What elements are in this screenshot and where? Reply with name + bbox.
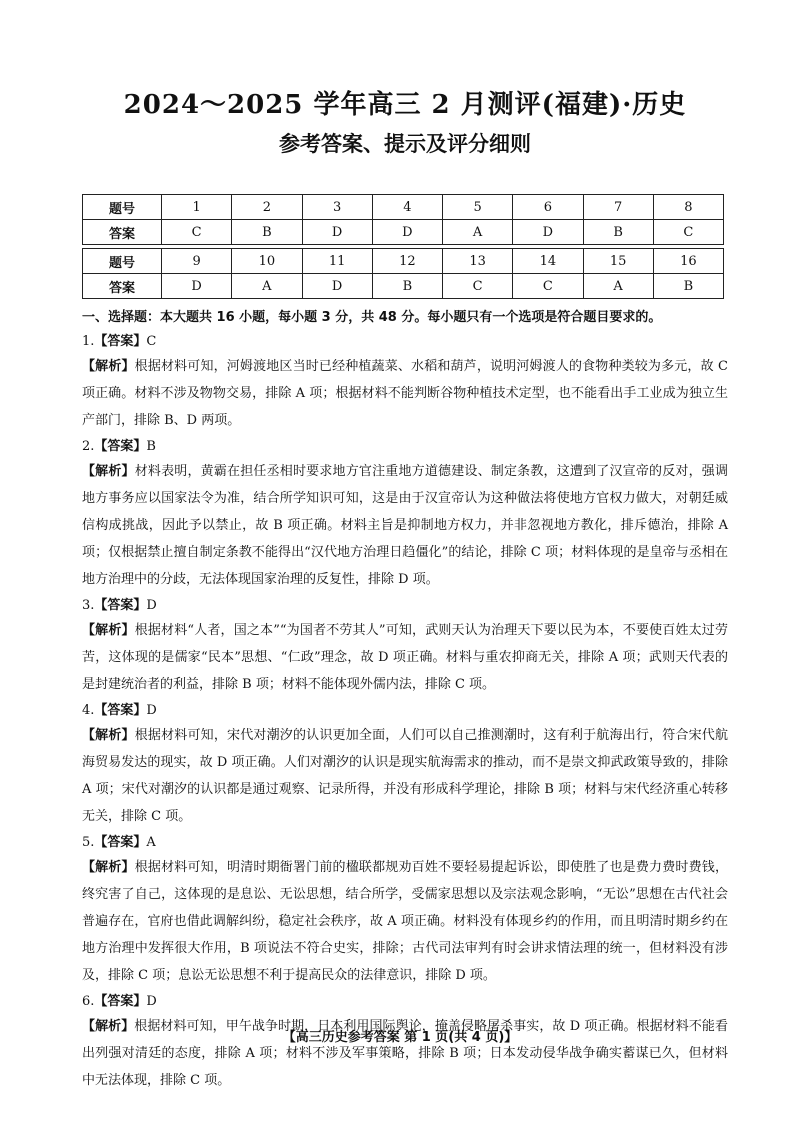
answer-value: A: [146, 835, 156, 850]
table-cell: 15: [583, 249, 653, 274]
section-heading: 一、选择题：本大题共 16 小题，每小题 3 分，共 48 分。每小题只有一个选项是符合题目要求的。: [82, 310, 662, 325]
table-cell: B: [372, 274, 442, 299]
table-cell: 2: [232, 195, 302, 220]
table-cell: 6: [513, 195, 583, 220]
table-cell: 3: [302, 195, 372, 220]
table-cell: 4: [372, 195, 442, 220]
table-cell: C: [443, 274, 513, 299]
answer-tag: 【答案】: [94, 703, 147, 718]
question-number: 1.: [82, 334, 95, 349]
table-header-cell: 题号: [83, 249, 162, 274]
explanation-tag: 【解析】: [82, 464, 135, 479]
table-cell: 10: [232, 249, 302, 274]
explanation-tag: 【解析】: [82, 728, 135, 743]
answer-value: D: [146, 703, 157, 718]
explanation-text: 根据材料“人者，国之本”“为国者不劳其人”可知，武则天认为治理天下要以民为本，不要使百姓太过劳苦，这体现的是儒家“民本”思想、“仁政”理念，故 D 项正确。材料与重农抑商无关，排除 A 项；武则天代表的是封建统治者的利益，排除 B 项；材料不能体现外儒内法，排除 C 项。: [82, 623, 728, 692]
table-cell: A: [443, 220, 513, 245]
answer-tag: 【答案】: [94, 334, 147, 349]
explanation-text: 根据材料可知，河姆渡地区当时已经种植蔬菜、水稻和葫芦，说明河姆渡人的食物种类较为多元，故 C 项正确。材料不涉及物物交易，排除 A 项；根据材料不能判断谷物种植技术定型，也不能看出手工业成为独立生产部门，排除 B、D 两项。: [82, 359, 728, 428]
page-subtitle: 参考答案、提示及评分细则: [279, 131, 531, 156]
question-item: [82, 832, 728, 989]
table-cell: D: [372, 220, 442, 245]
table-cell: B: [232, 220, 302, 245]
question-item: [82, 331, 728, 434]
question-explanation: [82, 458, 728, 593]
explanation-text: 材料表明，黄霸在担任丞相时要求地方官注重地方道德建设、制定条教，这遭到了汉宣帝的反对，强调地方事务应以国家法令为准，结合所学知识可知，这是由于汉宣帝认为这种做法将使地方官权力做大，对朝廷威信构成挑战，因此予以禁止，故 B 项正确。材料主旨是抑制地方权力，并非忽视地方教化，排斥德治，排除 A 项；仅根据禁止擅自制定条教不能得出“汉代地方治理日趋僵化”的结论，排除 C 项；材料体现的是皇帝与丞相在地方治理中的分歧，无法体现国家治理的反复性，排除 D 项。: [82, 464, 728, 587]
table-cell: 9: [162, 249, 232, 274]
page-title: 2024～2025 学年高三 2 月测评(福建)·历史: [123, 90, 687, 120]
table-cell: C: [653, 220, 723, 245]
question-item: [82, 436, 728, 593]
question-item: [82, 700, 728, 830]
question-explanation: [82, 854, 728, 989]
question-answer-line: [82, 991, 728, 1013]
answer-tag: 【答案】: [94, 439, 147, 454]
table-cell: D: [513, 220, 583, 245]
explanation-text: 根据材料可知，宋代对潮汐的认识更加全面，人们可以自己推测潮时，这有利于航海出行，符合宋代航海贸易发达的现实，故 D 项正确。人们对潮汐的认识是现实航海需求的推动，而不是崇文抑武政策导致的，排除 A 项；宋代对潮汐的认识都是通过观察、记录所得，并没有形成科学理论，排除 B 项；材料与宋代经济重心转移无关，排除 C 项。: [82, 728, 728, 824]
question-explanation: [82, 353, 728, 434]
explanation-tag: 【解析】: [82, 623, 135, 638]
question-list: [82, 331, 728, 1094]
table-cell: A: [583, 274, 653, 299]
table-cell: 11: [302, 249, 372, 274]
table-cell: 7: [583, 195, 653, 220]
answer-tag: 【答案】: [94, 598, 147, 613]
table-cell: 14: [513, 249, 583, 274]
table-cell: B: [653, 274, 723, 299]
table-cell: C: [513, 274, 583, 299]
answer-value: D: [146, 994, 157, 1009]
table-cell: 13: [443, 249, 513, 274]
question-number: 3.: [82, 598, 95, 613]
answer-table: [82, 194, 724, 299]
question-number: 5.: [82, 835, 95, 850]
question-answer-line: [82, 331, 728, 353]
table-cell: C: [162, 220, 232, 245]
table-header-cell: 题号: [83, 195, 162, 220]
explanation-tag: 【解析】: [82, 860, 135, 875]
table-cell: B: [583, 220, 653, 245]
answer-value: C: [146, 334, 157, 349]
explanation-text: 根据材料可知，甲午战争时期，日本利用国际舆论，掩盖侵略屠杀事实，故 D 项正确。根据材料不能看出列强对清廷的态度，排除 A 项；材料不涉及军事策略，排除 B 项；日本发动侵华战争确实蓄谋已久，但材料中无法体现，排除 C 项。: [82, 1019, 728, 1088]
table-cell: 1: [162, 195, 232, 220]
question-answer-line: [82, 832, 728, 854]
explanation-text: 根据材料可知，明清时期衙署门前的楹联都规劝百姓不要轻易提起诉讼，即使胜了也是费力费时费钱，终究害了自己，这体现的是息讼、无讼思想，结合所学，受儒家思想以及宗法观念影响，“无讼”思想在古代社会普遍存在，官府也借此调解纠纷，稳定社会秩序，故 A 项正确。材料没有体现乡约的作用，而且明清时期乡约在地方治理中发挥很大作用，B 项说法不符合史实，排除；古代司法审判有时会讲求情法理的统一，但材料没有涉及，排除 C 项；息讼无讼思想不利于提高民众的法律意识，排除 D 项。: [82, 860, 728, 983]
page-footer: 【高三历史参考答案 第 1 页(共 4 页)】: [282, 1030, 518, 1045]
table-cell: 8: [653, 195, 723, 220]
table-row: [83, 220, 724, 245]
table-cell: D: [302, 220, 372, 245]
question-answer-line: [82, 700, 728, 722]
question-number: 4.: [82, 703, 95, 718]
question-number: 2.: [82, 439, 95, 454]
answer-value: B: [146, 439, 156, 454]
table-row: [83, 195, 724, 220]
table-header-cell: 答案: [83, 220, 162, 245]
table-cell: D: [302, 274, 372, 299]
question-explanation: [82, 617, 728, 698]
table-row: [83, 249, 724, 274]
table-row: [83, 274, 724, 299]
question-explanation: [82, 722, 728, 830]
question-number: 6.: [82, 994, 95, 1009]
question-answer-line: [82, 436, 728, 458]
table-cell: 16: [653, 249, 723, 274]
answer-value: D: [146, 598, 157, 613]
table-header-cell: 答案: [83, 274, 162, 299]
table-cell: 12: [372, 249, 442, 274]
question-answer-line: [82, 595, 728, 617]
table-cell: 5: [443, 195, 513, 220]
explanation-tag: 【解析】: [82, 359, 135, 374]
answer-tag: 【答案】: [94, 994, 147, 1009]
answer-tag: 【答案】: [94, 835, 147, 850]
table-cell: D: [162, 274, 232, 299]
explanation-tag: 【解析】: [82, 1019, 135, 1034]
question-item: [82, 595, 728, 698]
table-cell: A: [232, 274, 302, 299]
